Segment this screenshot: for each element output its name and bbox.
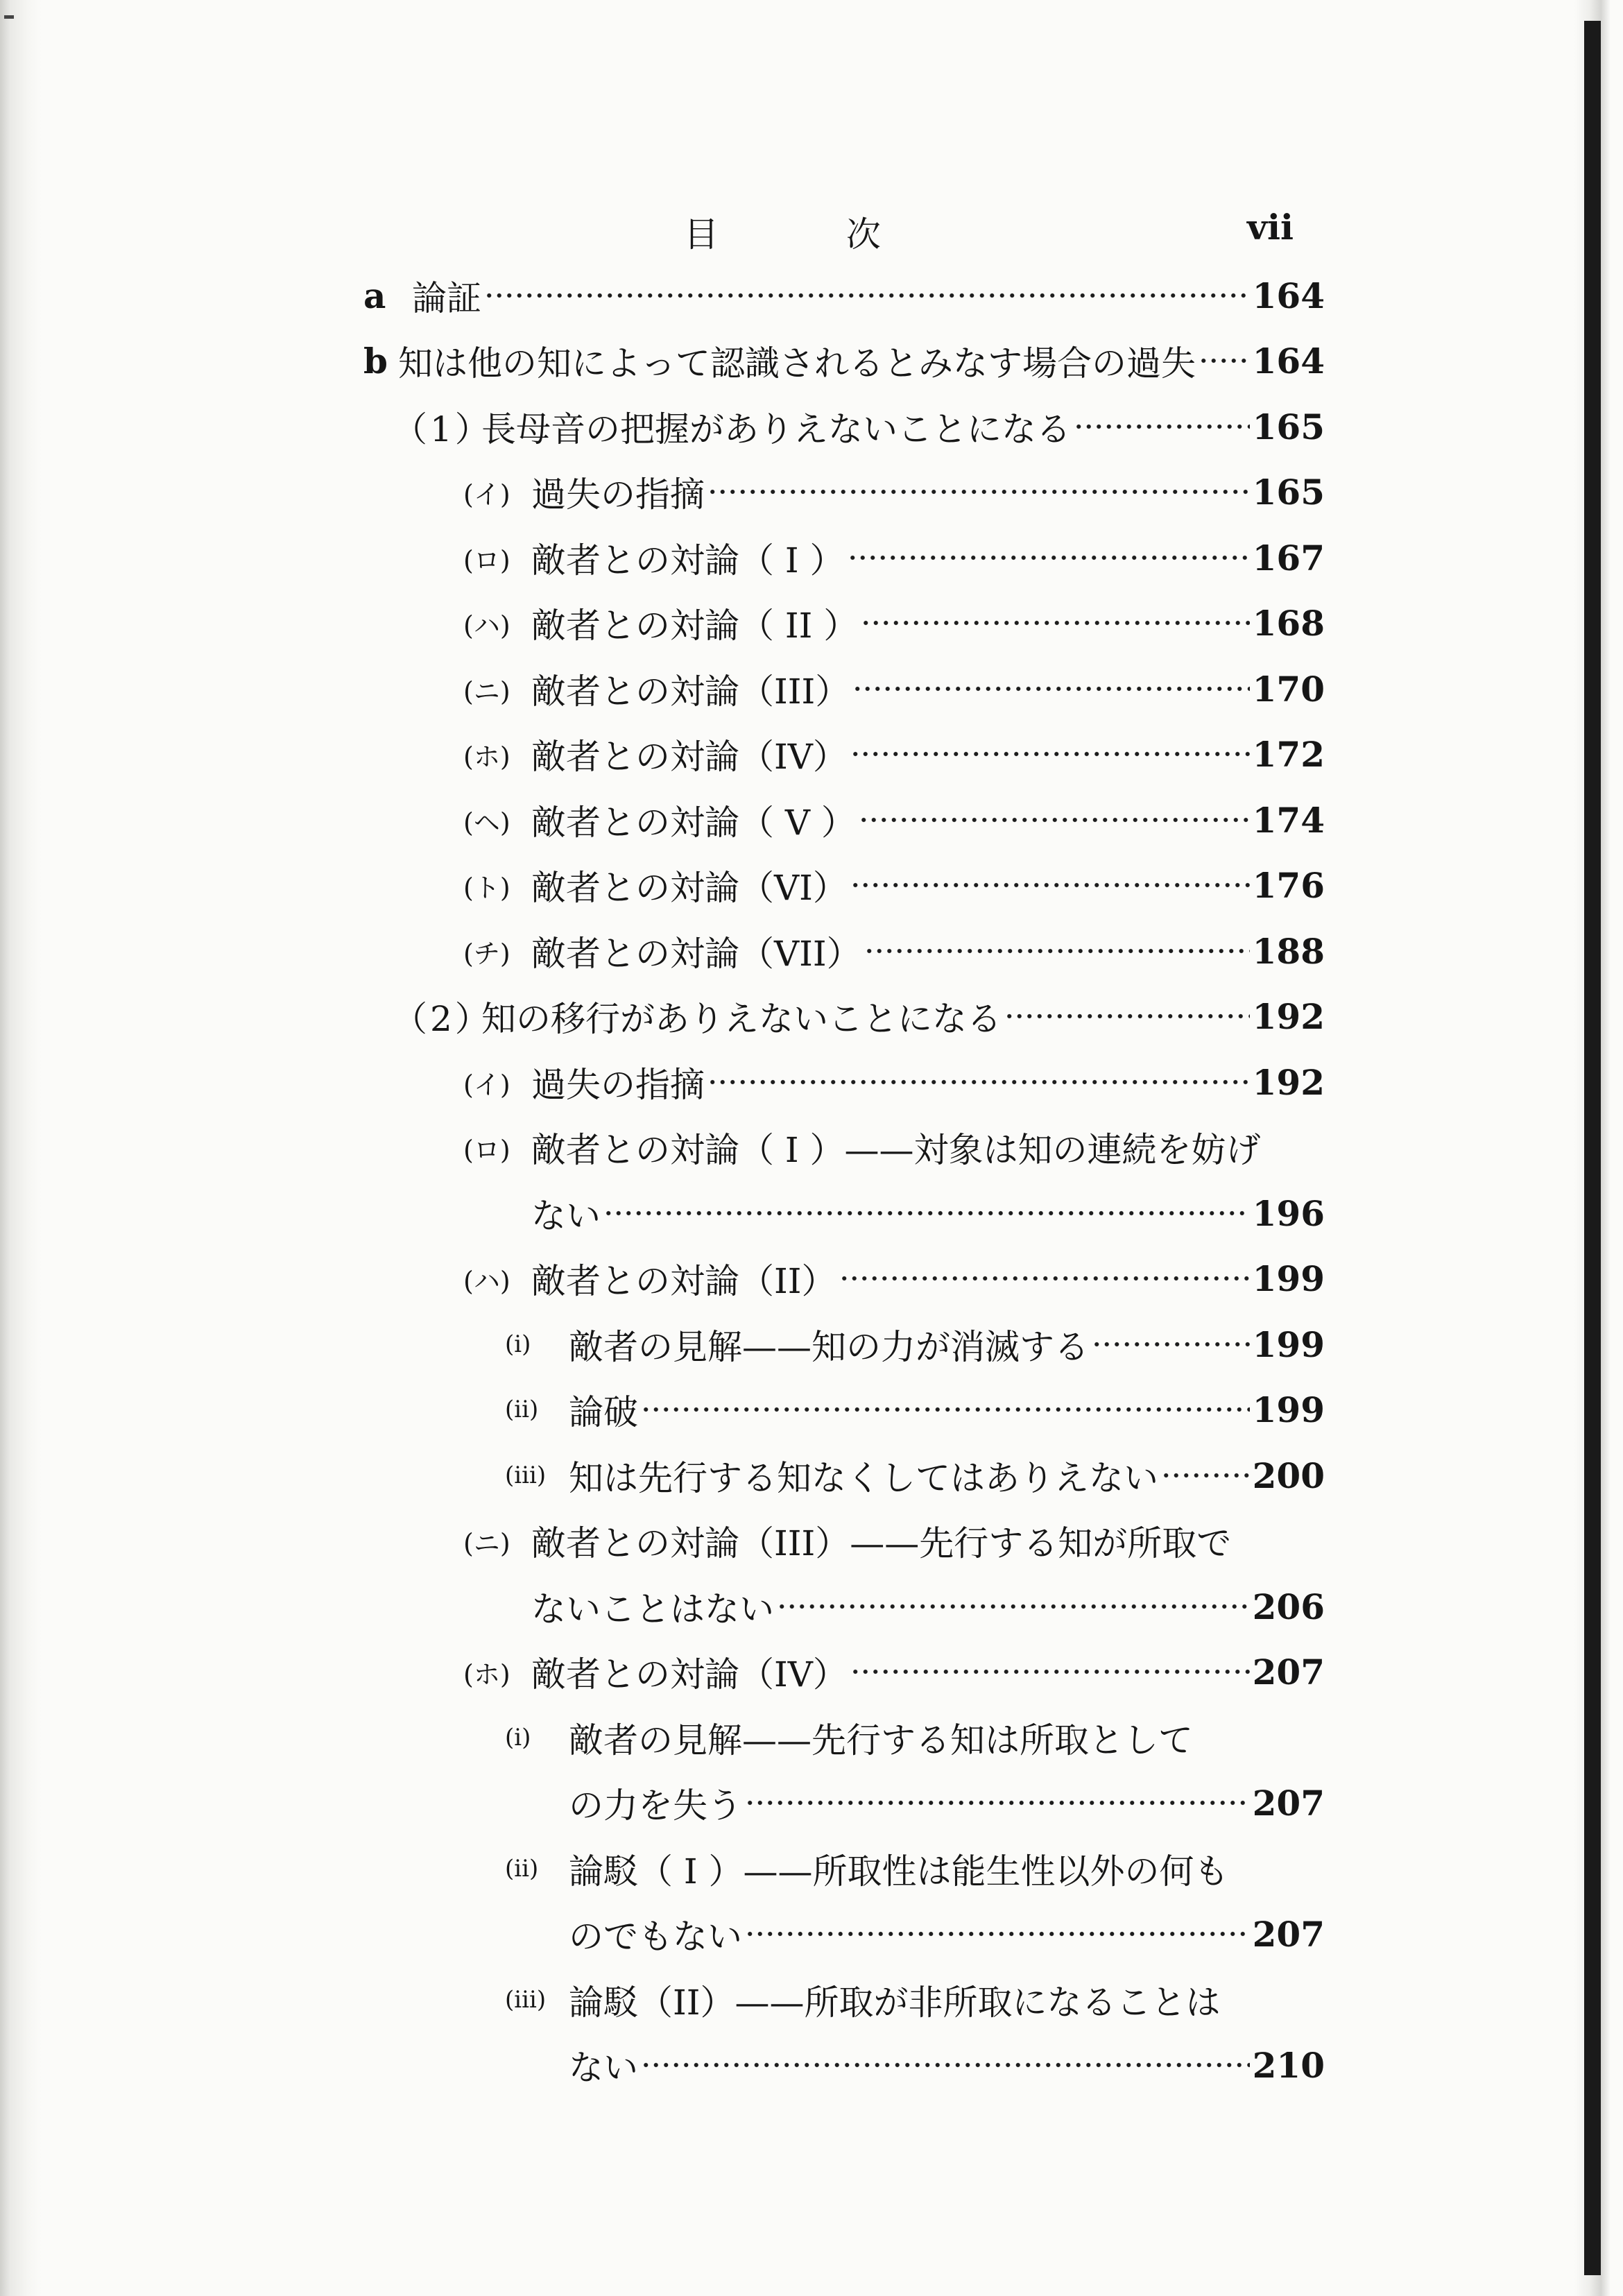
toc-page-number: 172: [1252, 733, 1325, 775]
toc-entry[interactable]: [463, 730, 1325, 778]
toc-entry-continuation[interactable]: [531, 1189, 1325, 1237]
toc-page-number: 174: [1252, 799, 1325, 841]
toc-page-number: 188: [1252, 930, 1325, 972]
toc-page-number: 199: [1252, 1389, 1325, 1430]
toc-page-number: 170: [1252, 668, 1325, 710]
toc-title: 敵者との対論（IV）: [531, 737, 848, 777]
toc-marker: (i): [505, 1724, 531, 1751]
toc-leader-dots: [861, 605, 1249, 641]
toc-marker: (ハ): [463, 610, 510, 641]
toc-marker: (ii): [505, 1396, 539, 1423]
toc-page-number: 210: [1252, 2044, 1325, 2086]
toc-entry[interactable]: [505, 1713, 1325, 1762]
toc-entry[interactable]: [505, 1844, 1325, 1893]
toc-title: 敵者との対論（VI）: [531, 868, 848, 908]
toc-title: 敵者との対論（ I ）: [531, 540, 845, 581]
toc-title: 知は先行する知なくしてはありえない: [569, 1458, 1158, 1498]
toc-title: 敵者との対論（VII）: [531, 934, 861, 974]
toc-page-number: 167: [1252, 537, 1325, 579]
toc-marker: (ホ): [463, 741, 510, 772]
toc-marker: （1）: [393, 409, 492, 449]
toc-leader-dots: [859, 802, 1250, 838]
toc-page-number: 199: [1252, 1258, 1325, 1299]
toc-marker: (ii): [505, 1855, 539, 1883]
toc-title: ない: [531, 1196, 601, 1236]
toc-title: 過失の指摘: [531, 1065, 705, 1105]
toc-marker: (ロ): [463, 545, 510, 576]
toc-marker: (ヘ): [463, 807, 510, 838]
toc-marker: (ニ): [463, 1527, 510, 1559]
toc-page-number: 164: [1252, 340, 1325, 382]
toc-page-number: 165: [1252, 406, 1325, 447]
toc-leader-dots: [641, 2047, 1250, 2083]
toc-entry[interactable]: [463, 1516, 1325, 1565]
toc-leader-dots: [864, 933, 1250, 969]
toc-entry[interactable]: [505, 1320, 1325, 1369]
toc-marker: (ト): [463, 872, 510, 903]
toc-entry[interactable]: [505, 1976, 1325, 2024]
toc-leader-dots: [745, 1916, 1250, 1952]
toc-entry[interactable]: [463, 927, 1325, 975]
toc-leader-dots: [852, 671, 1249, 707]
toc-entry[interactable]: [393, 402, 1325, 451]
toc-title: ない: [569, 2048, 638, 2088]
toc-title: 知の移行がありえないことになる: [481, 999, 1002, 1039]
toc-marker: (ハ): [463, 1265, 510, 1296]
toc-page-number: 196: [1252, 1192, 1325, 1234]
toc-leader-dots: [603, 1195, 1250, 1231]
toc-marker: (ニ): [463, 676, 510, 707]
toc-leader-dots: [848, 540, 1250, 576]
toc-marker: （2）: [393, 999, 492, 1039]
toc-entry[interactable]: [463, 1254, 1325, 1303]
toc-title: 敵者との対論（IV）: [531, 1654, 848, 1695]
toc-title: 敵者との対論（ I ）——対象は知の連続を妨げ: [531, 1130, 1261, 1170]
toc-title: 長母音の把握がありえないことになる: [481, 409, 1071, 449]
toc-entry[interactable]: [463, 665, 1325, 713]
toc-entry-continuation[interactable]: [531, 1582, 1325, 1631]
toc-page-number: 207: [1252, 1651, 1325, 1693]
toc-marker: (iii): [505, 1986, 547, 2014]
toc-page-number: 165: [1252, 471, 1325, 513]
toc-title: の力を失う: [569, 1785, 742, 1826]
header-title: 目 次: [684, 214, 939, 255]
toc-title: 過失の指摘: [531, 474, 705, 515]
toc-marker: (イ): [463, 479, 510, 510]
toc-leader-dots: [777, 1588, 1250, 1625]
toc-title: ないことはない: [531, 1589, 774, 1629]
toc-leader-dots: [641, 1391, 1250, 1428]
toc-page-number: 207: [1252, 1782, 1325, 1824]
toc-leader-dots: [1092, 1326, 1250, 1362]
toc-page-number: 207: [1252, 1913, 1325, 1955]
toc-marker: (ロ): [463, 1134, 510, 1165]
toc-page-number: 168: [1252, 602, 1325, 644]
toc-title: 敵者の見解——先行する知は所取として: [569, 1720, 1193, 1760]
toc-page-number: 200: [1252, 1455, 1325, 1496]
header-page-number: vii: [1247, 207, 1294, 248]
toc-leader-dots: [839, 1260, 1250, 1296]
toc-title: 論駁（ I ）——所取性は能生性以外の何も: [569, 1851, 1229, 1892]
toc-leader-dots: [850, 736, 1250, 772]
toc-leader-dots: [850, 1654, 1250, 1690]
toc-entry[interactable]: [463, 796, 1325, 844]
toc-marker: a: [363, 275, 386, 316]
page-edge-shadow-left: [0, 0, 42, 2296]
toc-leader-dots: [1199, 343, 1250, 379]
toc-title: 敵者との対論（ II ）: [531, 606, 859, 646]
toc-leader-dots: [1161, 1457, 1250, 1493]
toc-entry[interactable]: [463, 1058, 1325, 1106]
toc-page-number: 192: [1252, 1061, 1325, 1103]
toc-title: 敵者との対論（II）: [531, 1261, 836, 1301]
toc-marker: b: [363, 340, 388, 382]
book-spine-bar: [1584, 21, 1601, 2275]
toc-leader-dots: [1004, 998, 1250, 1034]
toc-entry[interactable]: [463, 861, 1325, 909]
toc-marker: (iii): [505, 1462, 547, 1489]
toc-leader-dots: [745, 1785, 1250, 1821]
toc-page-number: 176: [1252, 864, 1325, 906]
toc-title: 知は他の知によって認識されるとみなす場合の過失: [398, 343, 1196, 384]
toc-leader-dots: [850, 867, 1250, 903]
toc-title: 論駁（II）——所取が非所取になることは: [569, 1982, 1221, 2023]
toc-entry[interactable]: [505, 1385, 1325, 1434]
toc-page-number: 206: [1252, 1586, 1325, 1627]
toc-title: 敵者との対論（ V ）: [531, 803, 856, 843]
toc-marker: (i): [505, 1330, 531, 1358]
toc-page-number: 192: [1252, 995, 1325, 1037]
toc-marker: (チ): [463, 938, 510, 969]
toc-entry-continuation[interactable]: [569, 1779, 1325, 1827]
toc-entry[interactable]: [463, 1123, 1325, 1172]
toc-entry[interactable]: [363, 271, 1325, 320]
toc-entry[interactable]: [505, 1451, 1325, 1500]
toc-leader-dots: [1074, 409, 1250, 445]
toc-page-number: 199: [1252, 1323, 1325, 1365]
toc-leader-dots: [707, 1064, 1250, 1100]
toc-entry-continuation[interactable]: [569, 1910, 1325, 1958]
corner-mark: [4, 15, 14, 19]
toc-title: 敵者の見解——知の力が消滅する: [569, 1327, 1089, 1367]
toc-leader-dots: [707, 474, 1250, 510]
toc-entry[interactable]: [463, 533, 1325, 582]
toc-entry-continuation[interactable]: [569, 2041, 1325, 2089]
toc-entry[interactable]: [463, 1647, 1325, 1696]
toc-title: 敵者との対論（III）——先行する知が所取で: [531, 1523, 1232, 1563]
toc-title: 論証: [412, 278, 481, 318]
toc-title: 論破: [569, 1392, 638, 1432]
toc-entry[interactable]: [463, 468, 1325, 516]
toc-leader-dots: [484, 277, 1250, 314]
toc-title: のでもない: [569, 1917, 742, 1957]
toc-page-number: 164: [1252, 275, 1325, 316]
toc-entry[interactable]: [393, 992, 1325, 1040]
toc-marker: (ホ): [463, 1659, 510, 1690]
toc-entry[interactable]: [363, 336, 1325, 385]
toc-title: 敵者との対論（III）: [531, 671, 850, 712]
toc-entry[interactable]: [463, 599, 1325, 647]
toc-marker: (イ): [463, 1069, 510, 1100]
